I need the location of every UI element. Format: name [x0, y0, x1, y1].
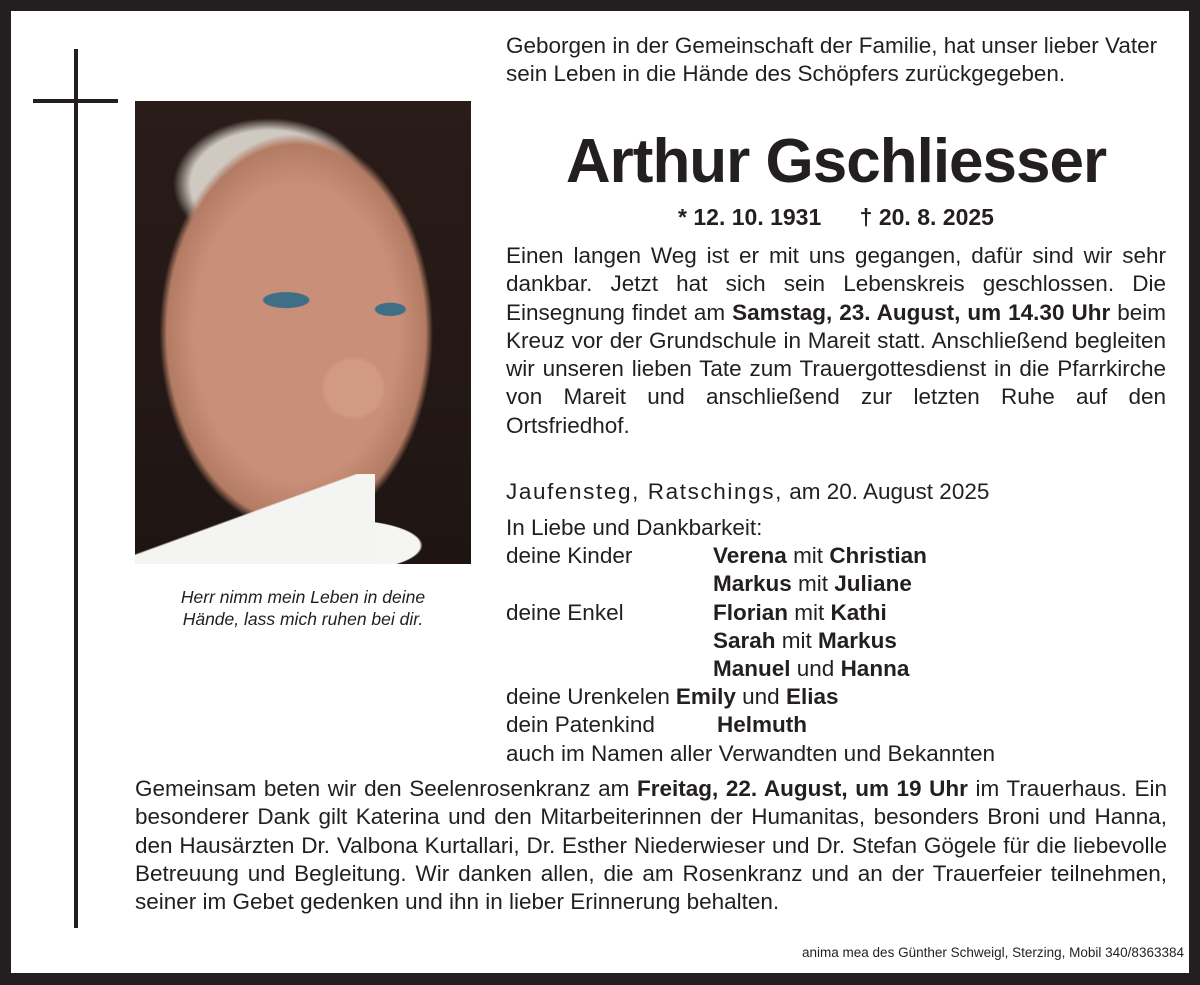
family-relation [506, 627, 713, 655]
family-row [506, 711, 1166, 739]
family-relation [506, 570, 713, 598]
family-row [506, 570, 1166, 598]
family-name: Verena [713, 543, 787, 569]
life-dates [506, 201, 1166, 233]
family-list [506, 514, 1166, 768]
family-relation: deine Urenkelen [506, 684, 670, 710]
photo-shirt [135, 474, 375, 564]
family-name: Christian [829, 543, 927, 569]
family-name: Elias [785, 684, 839, 710]
family-relation: deine Kinder [506, 543, 633, 569]
family-relation: dein Patenkind [506, 712, 655, 738]
family-name: Florian [713, 599, 789, 625]
birth-date: * 12. 10. 1931 [678, 204, 822, 230]
caption-line: Herr nimm mein Leben in deine [180, 587, 426, 607]
death-date: † 20. 8. 2025 [859, 204, 994, 230]
place-and-date [506, 478, 1166, 506]
family-name: Sarah [713, 627, 776, 653]
family-row [506, 542, 1166, 570]
family-name: Kathi [830, 599, 887, 625]
family-row [506, 627, 1166, 655]
photo-caption [135, 586, 471, 630]
closing-text [135, 775, 1167, 916]
deceased-name: Arthur Gschliesser [565, 127, 1107, 196]
closing-part: im Trauerhaus. Ein besonderer Dank gilt Katerina und den Mitarbeiterinnen der Humanitas, besonders Broni und Hanna, den Hausärzten Dr. Valbona Kurtallari, Dr. Esther Niederwieser und Dr. Stefan Gögele für die liebevolle Betreuung und Begleitung. Wir danken allen, die am Rosenkranz und an der Trauerfeier teilnehmen, seiner im Gebet gedenken und ihn in lieber Erinnerung behalten. [135, 776, 1167, 915]
family-name: Helmuth [717, 712, 807, 738]
caption-line: Hände, lass mich ruhen bei dir. [182, 609, 424, 629]
family-relation [506, 655, 713, 683]
family-intro: In Liebe und Dankbarkeit: [506, 515, 763, 540]
announcement-part: Einen langen Weg ist er mit uns gegangen, dafür sind wir sehr dankbar. Jetzt hat sich sein Lebenskreis geschlossen. Die Einsegnung findet am [506, 243, 1166, 325]
family-name: Juliane [834, 571, 912, 597]
family-name: Manuel [713, 656, 791, 682]
family-joiner: mit [786, 543, 830, 569]
closing-part: Gemeinsam beten wir den Seelenrosenkranz am [135, 776, 637, 801]
announcement-text [506, 242, 1166, 440]
family-joiner: und [790, 656, 841, 682]
family-name: Markus [713, 571, 792, 597]
cross-icon [74, 49, 78, 928]
intro-text: Geborgen in der Gemeinschaft der Familie, hat unser lieber Vater sein Leben in die Hände des Schöpfers zurückgegeben. [506, 33, 1158, 86]
date: am 20. August 2025 [782, 479, 990, 504]
cross-icon-bar [33, 99, 118, 103]
family-name: Markus [818, 627, 897, 653]
family-joiner: mit [775, 627, 819, 653]
family-name: Hanna [840, 656, 910, 682]
place: Jaufensteg, Ratschings, [506, 479, 783, 504]
portrait-photo [135, 101, 471, 564]
family-row [506, 599, 1166, 627]
funeral-datetime: Samstag, 23. August, um 14.30 Uhr [732, 299, 1111, 325]
rosary-datetime: Freitag, 22. August, um 19 Uhr [637, 776, 968, 801]
family-joiner: mit [788, 599, 831, 625]
family-joiner: und [735, 684, 786, 710]
announcement-part: beim Kreuz vor der Grundschule in Mareit statt. Anschließend begleiten wir unseren lieben Tate zum Trauergottesdienst in die Pfarrkirche von Mareit und anschließend zur letzten Ruhe auf den Ortsfriedhof. [506, 299, 1166, 438]
family-outro: auch im Namen aller Verwandten und Bekannten [506, 740, 996, 766]
family-joiner: mit [791, 571, 835, 597]
family-name: Emily [675, 684, 736, 710]
family-row [506, 683, 1166, 711]
footer-credit: anima mea des Günther Schweigl, Sterzing, Mobil 340/8363384 [802, 945, 1184, 960]
family-relation: deine Enkel [506, 599, 624, 625]
family-row [506, 655, 1166, 683]
